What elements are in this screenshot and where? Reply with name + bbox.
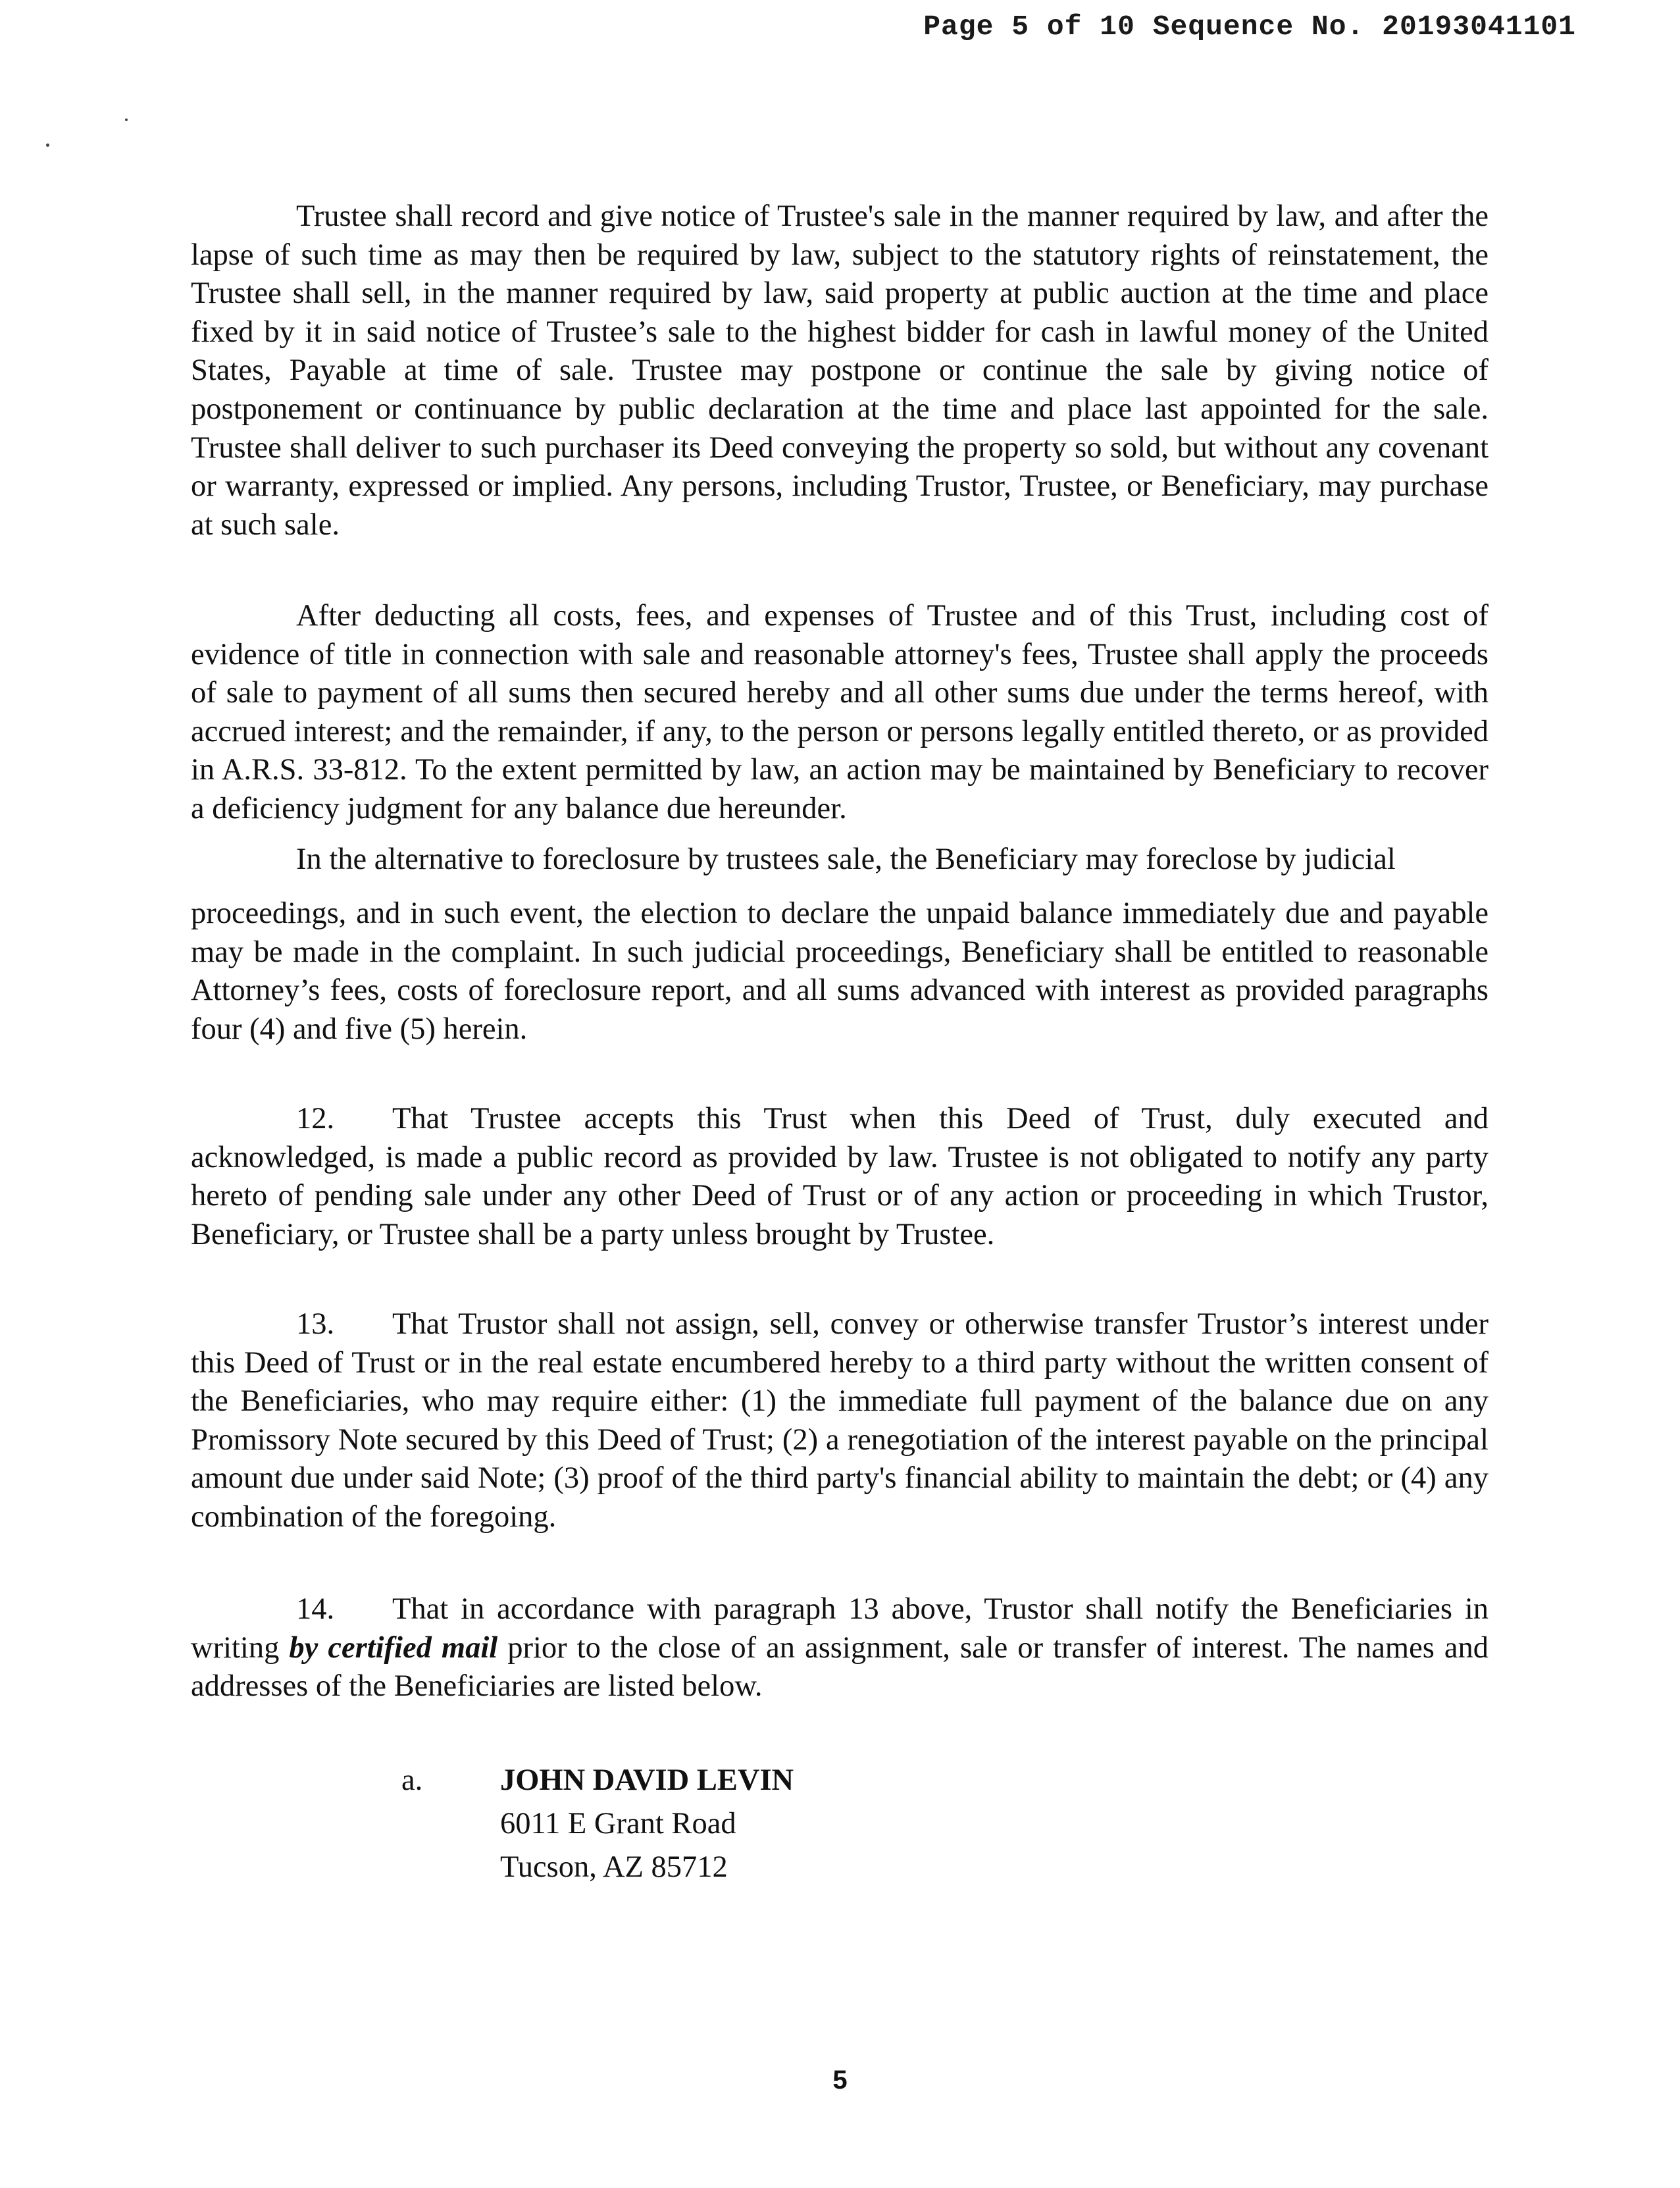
paragraph-14-text-end: prior to the close of an assignment, sale or transfer of interest. The names and addresses of the Beneficiaries are listed below. [191, 1630, 1489, 1704]
beneficiary-city: Tucson, AZ 85712 [500, 1850, 728, 1884]
beneficiary-name: JOHN DAVID LEVIN [500, 1763, 794, 1797]
paragraph-judicial-alternative-first-line: In the alternative to foreclosure by trustees sale, the Beneficiary may foreclose by judicial [296, 843, 1396, 876]
paragraph-judicial-alternative: proceedings, and in such event, the election to declare the unpaid balance immediately due and payable may be made in the complaint. In such judicial proceedings, Beneficiary shall be entitled to reasonable Attorney’s fees, costs of foreclosure report, and all sums advanced with interest as provided paragraphs four (4) and five (5) herein. [191, 897, 1489, 1046]
paragraph-13 [191, 1305, 1489, 1537]
paragraph-14-text: That in accordance with paragraph 13 above, Trustor shall notify the Beneficiaries in writing [191, 1592, 1489, 1665]
scan-speck [125, 118, 128, 121]
paragraph-sale-proceeds: After deducting all costs, fees, and expenses of Trustee and of this Trust, including cost of evidence of title in connection with sale and reasonable attorney's fees, Trustee shall apply the proceeds of sale to payment of all sums then secured hereby and all other sums due under the terms hereof, with accrued interest; and the remainder, if any, to the person or persons legally entitled thereto, or as provided in A.R.S. 33-812. To the extent permitted by law, an action may be maintained by Beneficiary to recover a deficiency judgment for any balance due hereunder. [191, 599, 1489, 825]
paragraph-12-text: That Trustee accepts this Trust when this Deed of Trust, duly executed and acknowledged, is made a public record as provided by law. Trustee is not obligated to notify any party hereto of pending sale under any other Deed of Trust or of any action or proceeding in which Trustor, Beneficiary, or Trustee shall be a party unless brought by Trustee. [191, 1102, 1489, 1251]
certified-mail-emphasis: by certified mail [289, 1630, 498, 1665]
paragraph-14 [191, 1590, 1489, 1706]
paragraph-13-text: That Trustor shall not assign, sell, convey or otherwise transfer Trustor’s interest under this Deed of Trust or in the real estate encumbered hereby to a third party without the written consent of the Beneficiaries, who may require either: (1) the immediate full payment of the balance due on any Promissory Note secured by this Deed of Trust; (2) a renegotiation of the interest payable on the principal amount due under said Note; (3) proof of the third party's financial ability to maintain the debt; or (4) any combination of the foregoing. [191, 1307, 1489, 1534]
list-letter: a. [401, 1763, 423, 1797]
beneficiary-address [401, 1759, 794, 1889]
paragraph-12 [191, 1100, 1489, 1254]
paragraph-number: 14. [296, 1592, 335, 1626]
scan-speck [46, 143, 49, 147]
paragraph-trustee-sale: Trustee shall record and give notice of Trustee's sale in the manner required by law, and after the lapse of such time as may then be required by law, subject to the statutory rights of reinstatement, the Trustee shall sell, in the manner required by law, said property at public auction at the time and place fixed by it in said notice of Trustee’s sale to the highest bidder for cash in lawful money of the United States, Payable at time of sale. Trustee may postpone or continue the sale by giving notice of postponement or continuance by public declaration at the time and place last appointed for the sale. Trustee shall deliver to such purchaser its Deed conveying the property so sold, but without any covenant or warranty, expressed or implied. Any persons, including Trustor, Trustee, or Beneficiary, may purchase at such sale. [191, 199, 1489, 542]
page-number: 5 [832, 2066, 848, 2095]
page-sequence-header: Page 5 of 10 Sequence No. 20193041101 [923, 11, 1576, 43]
paragraph-number: 12. [296, 1102, 335, 1135]
beneficiary-street: 6011 E Grant Road [500, 1807, 736, 1840]
paragraph-number: 13. [296, 1307, 335, 1341]
